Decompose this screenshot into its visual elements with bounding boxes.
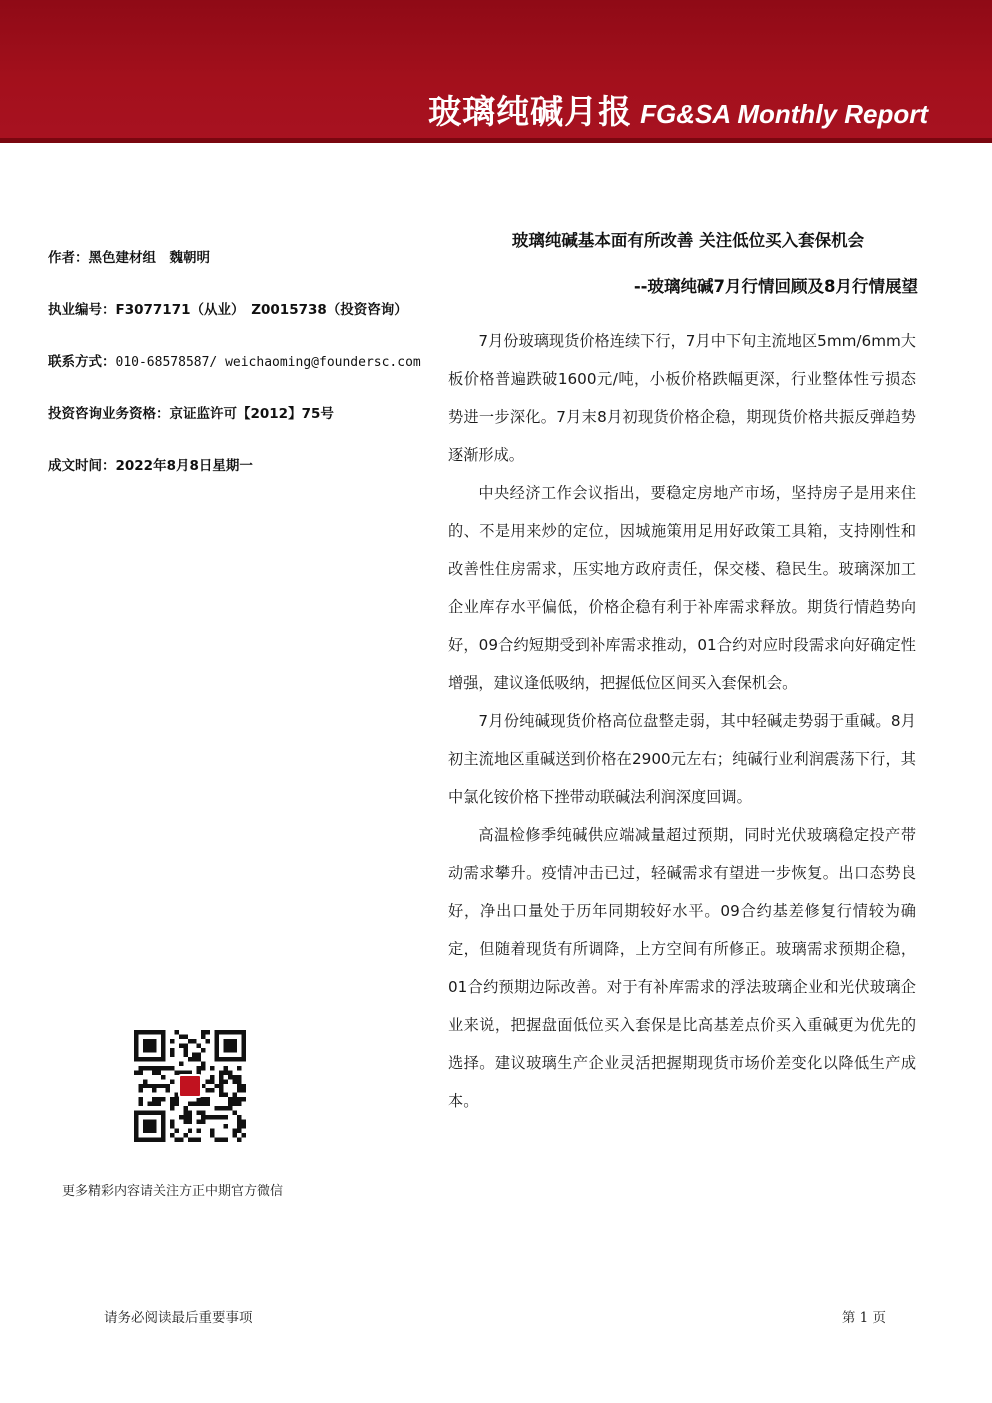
- qualification-row: [48, 404, 428, 424]
- author-value: 黑色建材组 魏朝明: [88, 250, 210, 266]
- article-body: [448, 322, 916, 1120]
- contact-value: 010-68578587/ weichaoming@foundersc.com: [115, 355, 421, 370]
- brand-logo-icon: [178, 1074, 202, 1098]
- license-value: F3077171（从业） Z0015738（投资咨询）: [115, 302, 408, 318]
- license-label: 执业编号：: [48, 302, 116, 318]
- page-number: 第 1 页: [841, 1310, 886, 1326]
- report-title: [428, 86, 928, 133]
- author-row: [48, 248, 428, 268]
- date-label: 成文时间：: [48, 458, 116, 474]
- article-paragraph: 7月份纯碱现货价格高位盘整走弱，其中轻碱走势弱于重碱。8月初主流地区重碱送到价格在2900元左右；纯碱行业利润震荡下行，其中氯化铵价格下挫带动联碱法利润深度回调。: [448, 712, 916, 806]
- header-rule: [0, 138, 992, 143]
- qr-caption: 更多精彩内容请关注方正中期官方微信: [62, 1184, 284, 1199]
- report-title-zh: 玻璃纯碱月报: [428, 92, 633, 131]
- license-row: [48, 300, 428, 320]
- author-info: [48, 248, 428, 508]
- qualification-label: 投资咨询业务资格：: [48, 406, 170, 422]
- contact-row: [48, 352, 428, 372]
- article-paragraph: 7月份玻璃现货价格连续下行，7月中下旬主流地区5mm/6mm大板价格普遍跌破1600元/吨，小板价格跌幅更深，行业整体性亏损态势进一步深化。7月末8月初现货价格企稳，期现货价格共振反弹趋势逐渐形成。: [448, 332, 916, 464]
- qualification-value: 京证监许可【2012】75号: [169, 406, 334, 422]
- footer-notice: 请务必阅读最后重要事项: [104, 1310, 253, 1326]
- date-row: [48, 456, 428, 476]
- qr-code-icon: [134, 1030, 246, 1142]
- author-label: 作者：: [48, 250, 89, 266]
- report-title-en: FG&SA Monthly Report: [640, 99, 928, 129]
- article-paragraph: 高温检修季纯碱供应端减量超过预期，同时光伏玻璃稳定投产带动需求攀升。疫情冲击已过，轻碱需求有望进一步恢复。出口态势良好，净出口量处于历年同期较好水平。09合约基差修复行情较为确定，但随着现货有所调降，上方空间有所修正。玻璃需求预期企稳，01合约预期边际改善。对于有补库需求的浮法玻璃企业和光伏玻璃企业来说，把握盘面低位买入套保是比高基差点价买入重碱更为优先的选择。建议玻璃生产企业灵活把握期现货市场价差变化以降低生产成本。: [448, 826, 916, 1110]
- article-paragraph: 中央经济工作会议指出，要稳定房地产市场，坚持房子是用来住的、不是用来炒的定位，因城施策用足用好政策工具箱，支持刚性和改善性住房需求，压实地方政府责任，保交楼、稳民生。玻璃深加工企业库存水平偏低，价格企稳有利于补库需求释放。期货行情趋势向好，09合约短期受到补库需求推动，01合约对应时段需求向好确定性增强，建议逢低吸纳，把握低位区间买入套保机会。: [448, 484, 916, 692]
- article-headline-block: [448, 226, 918, 302]
- date-value: 2022年8月8日星期一: [115, 458, 253, 474]
- article-headline: 玻璃纯碱基本面有所改善 关注低位买入套保机会: [511, 231, 865, 250]
- article-subheadline: --玻璃纯碱7月行情回顾及8月行情展望: [633, 277, 918, 296]
- contact-label: 联系方式：: [48, 354, 116, 370]
